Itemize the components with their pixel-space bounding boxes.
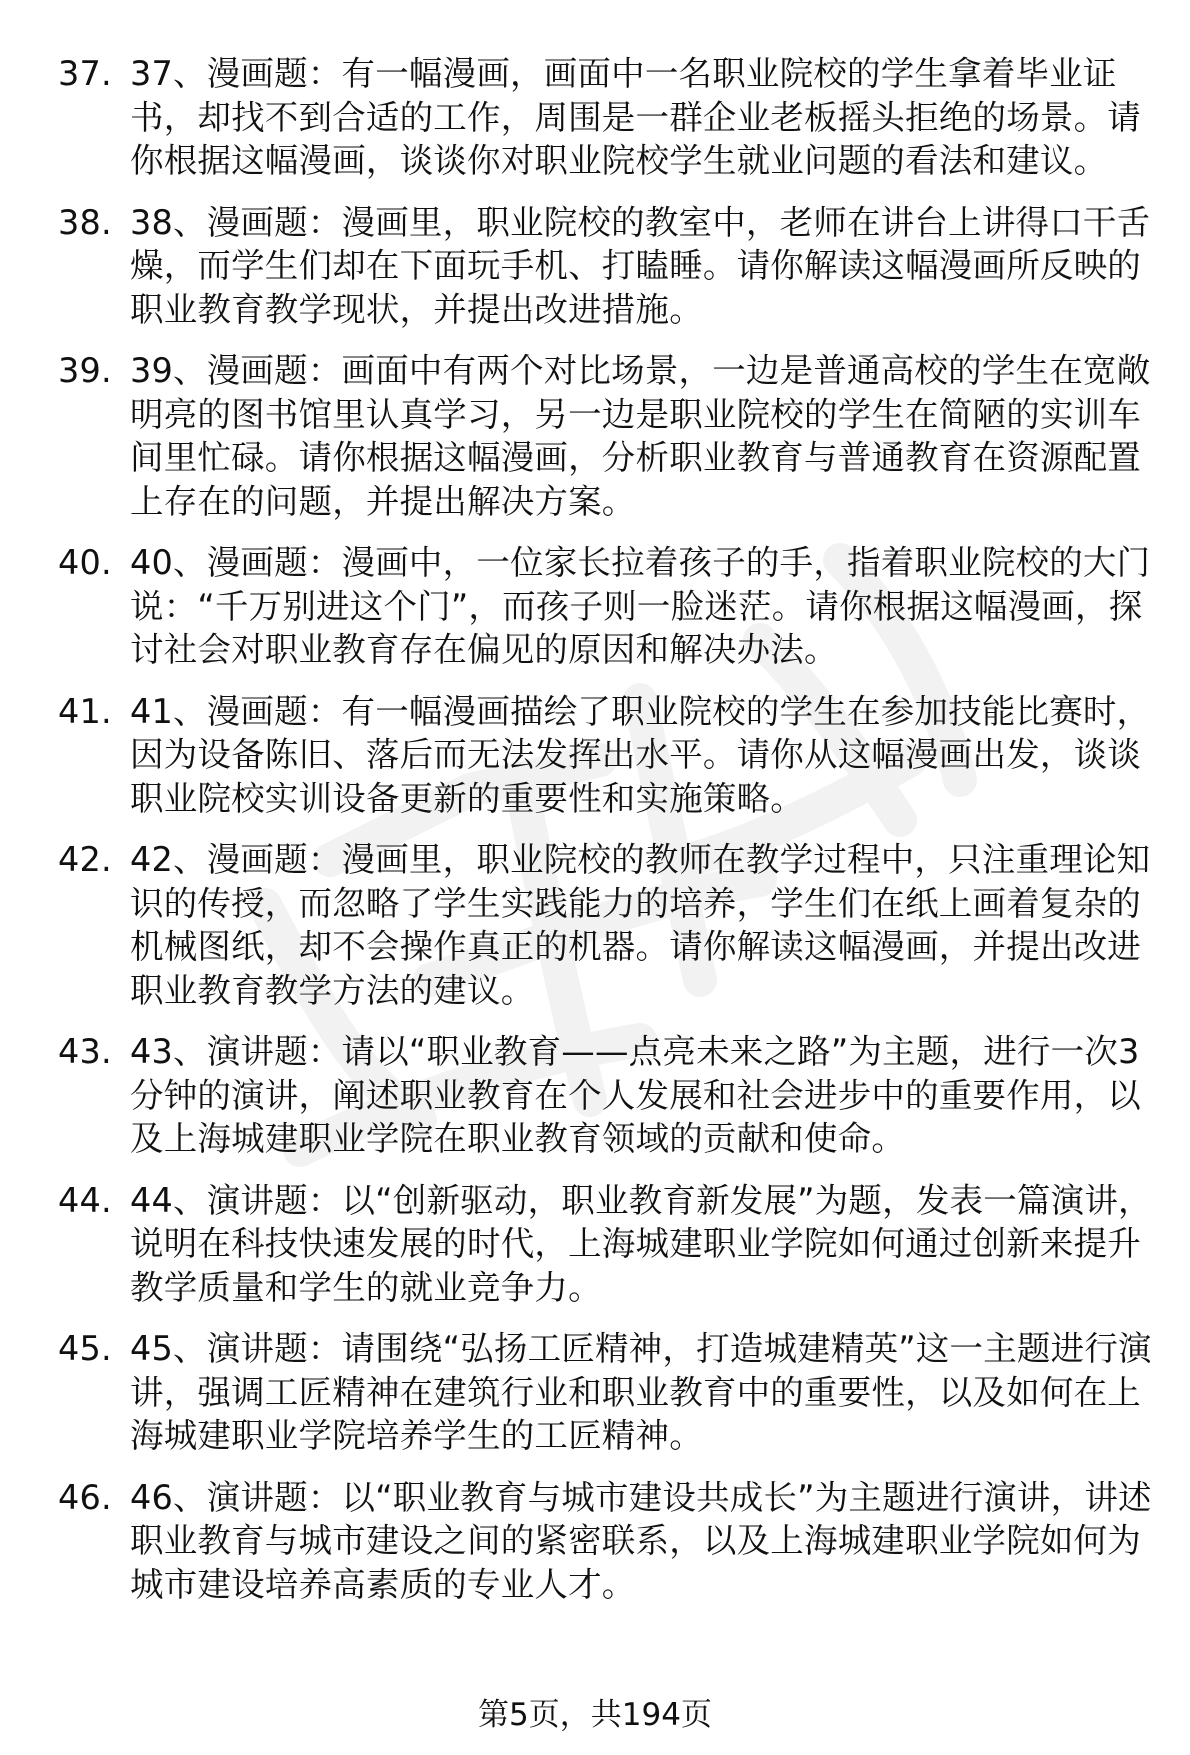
question-list bbox=[58, 52, 1158, 1606]
question-item-40 bbox=[58, 541, 1158, 672]
question-number: 43. bbox=[58, 1032, 112, 1071]
question-text: 38、漫画题：漫画里，职业院校的教室中，老师在讲台上讲得口干舌燥，而学生们却在下面玩手机、打瞌睡。请你解读这幅漫画所反映的职业教育教学现状，并提出改进措施。 bbox=[130, 202, 1151, 329]
question-item-38 bbox=[58, 201, 1158, 332]
question-item-41 bbox=[58, 690, 1158, 821]
question-text: 41、漫画题：有一幅漫画描绘了职业院校的学生在参加技能比赛时，因为设备陈旧、落后而无法发挥出水平。请你从这幅漫画出发，谈谈职业院校实训设备更新的重要性和实施策略。 bbox=[130, 691, 1151, 818]
question-list-container bbox=[58, 52, 1158, 1624]
question-item-45 bbox=[58, 1327, 1158, 1458]
question-text: 39、漫画题：画面中有两个对比场景，一边是普通高校的学生在宽敞明亮的图书馆里认真学习，另一边是职业院校的学生在简陋的实训车间里忙碌。请你根据这幅漫画，分析职业教育与普通教育在资源配置上存在的问题，并提出解决方案。 bbox=[130, 351, 1151, 521]
question-number: 41. bbox=[58, 691, 112, 731]
question-text: 45、演讲题：请围绕“弘扬工匠精神，打造城建精英”这一主题进行演讲，强调工匠精神在建筑行业和职业教育中的重要性，以及如何在上海城建职业学院培养学生的工匠精神。 bbox=[130, 1329, 1152, 1455]
question-item-39 bbox=[58, 349, 1158, 523]
question-text: 40、漫画题：漫画中，一位家长拉着孩子的手，指着职业院校的大门说：“千万别进这个门”，而孩子则一脸迷茫。请你根据这幅漫画，探讨社会对职业教育存在偏见的原因和解决办法。 bbox=[130, 543, 1151, 669]
question-number: 44. bbox=[58, 1180, 112, 1220]
question-number: 46. bbox=[58, 1477, 112, 1517]
question-text: 42、漫画题：漫画里，职业院校的教师在教学过程中，只注重理论知识的传授，而忽略了学生实践能力的培养，学生们在纸上画着复杂的机械图纸，却不会操作真正的机器。请你解读这幅漫画，并提出改进职业教育教学方法的建议。 bbox=[130, 840, 1151, 1010]
page-footer bbox=[0, 1695, 1190, 1735]
question-text: 43、演讲题：请以“职业教育——点亮未来之路”为主题，进行一次3分钟的演讲，阐述职业教育在个人发展和社会进步中的重要作用，以及上海城建职业学院在职业教育领域的贡献和使命。 bbox=[130, 1032, 1141, 1158]
question-text: 46、演讲题：以“职业教育与城市建设共成长”为主题进行演讲，讲述职业教育与城市建设之间的紧密联系，以及上海城建职业学院如何为城市建设培养高素质的专业人才。 bbox=[130, 1477, 1152, 1604]
question-number: 45. bbox=[58, 1329, 112, 1368]
question-item-42 bbox=[58, 838, 1158, 1012]
question-item-44 bbox=[58, 1179, 1158, 1310]
question-number: 39. bbox=[58, 351, 112, 390]
question-number: 40. bbox=[58, 543, 112, 582]
question-item-37 bbox=[58, 52, 1158, 183]
question-item-46 bbox=[58, 1476, 1158, 1607]
page-number-label: 第5页，共194页 bbox=[478, 1697, 712, 1733]
question-number: 38. bbox=[58, 202, 112, 242]
question-text: 37、漫画题：有一幅漫画，画面中一名职业院校的学生拿着毕业证书，却找不到合适的工作，周围是一群企业老板摇头拒绝的场景。请你根据这幅漫画，谈谈你对职业院校学生就业问题的看法和建议。 bbox=[130, 54, 1141, 180]
question-text: 44、演讲题：以“创新驱动，职业教育新发展”为题，发表一篇演讲，说明在科技快速发展的时代，上海城建职业学院如何通过创新来提升教学质量和学生的就业竞争力。 bbox=[130, 1180, 1152, 1307]
question-number: 42. bbox=[58, 840, 112, 879]
question-item-43 bbox=[58, 1030, 1158, 1161]
question-number: 37. bbox=[58, 54, 112, 93]
